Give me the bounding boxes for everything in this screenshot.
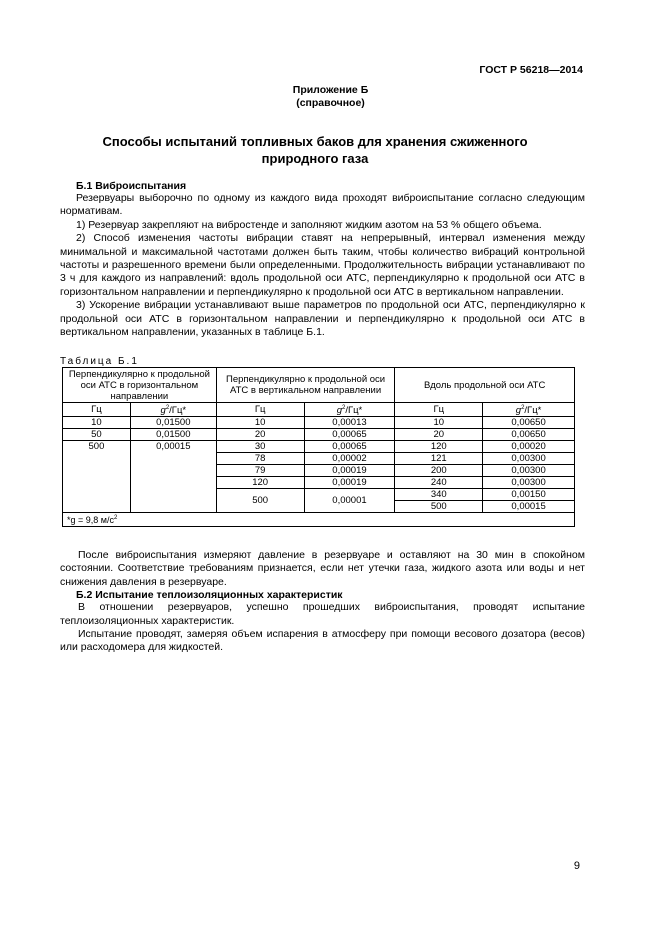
table-cell: 0,01500 (130, 417, 216, 429)
table-cell: 79 (216, 465, 304, 477)
table-note-row (63, 513, 575, 527)
table-cell: 121 (395, 453, 483, 465)
table-cell: 120 (395, 441, 483, 453)
table-cell: 0,00150 (483, 489, 575, 501)
table-cell: 500 (63, 441, 131, 513)
col-g-header: $g^2/Гц*$ (483, 403, 575, 417)
table-cell: 0,00013 (304, 417, 395, 429)
table-cell: 120 (216, 477, 304, 489)
col-hz-header: Гц (216, 403, 304, 417)
table-cell: 0,00650 (483, 417, 575, 429)
section-2-heading: Б.2 Испытание теплоизоляционных характеристик (76, 589, 343, 602)
appendix-heading (0, 84, 661, 110)
paragraph-section-2-1: В отношении резервуаров, успешно прошедших виброиспытания, проводят испытание теплоизоляционных характеристик. (60, 601, 585, 627)
paragraph-item-3: 3) Ускорение вибрации устанавливают выше параметров по продольной оси АТС, перпендикулярно к продольной оси АТС в горизонтальном направлении и перпендикулярно к продольной оси АТС в вертикальном направлении, указанных в таблице Б.1. (60, 299, 585, 339)
table-cell: 10 (395, 417, 483, 429)
table-cell: 500 (216, 489, 304, 513)
page-number: 9 (573, 860, 580, 872)
table-cell: 240 (395, 477, 483, 489)
col-g-header: $g^2/Гц*$ (304, 403, 395, 417)
table-row (63, 429, 575, 441)
table-cell: 30 (216, 441, 304, 453)
table-row (63, 417, 575, 429)
table-cell: 200 (395, 465, 483, 477)
table-cell: 0,01500 (130, 429, 216, 441)
paragraph-item-2: 2) Способ изменения частоты вибрации ставят на непрерывный, интервал изменения между минимальной и максимальной частотами должен быть таким, чтобы количество вибраций контрольной частоты и разрешенного времени были определенными. Продолжительность вибрации устанавливают по 3 ч для каждого из направлений: вдоль продольной оси АТС, перпендикулярно к продольной оси АТС в горизонтальном направлении и перпендикулярно к продольной оси АТС в вертикальном направлении. (60, 232, 585, 298)
paragraph-after-table: После виброиспытания измеряют давление в резервуаре и оставляют на 30 мин в спокойном состоянии. Соответствие требованиям признается, если нет утечки газа, жидкого азота или воды и нет снижения давления в резервуаре. (60, 549, 585, 588)
col-hz-header: Гц (63, 403, 131, 417)
paragraph-intro: Резервуары выборочно по одному из каждого вида проходят виброиспытание согласно следующим нормативам. (60, 192, 585, 218)
appendix-title (0, 133, 630, 167)
table-cell: 10 (216, 417, 304, 429)
appendix-kind: (справочное) (296, 97, 365, 109)
table-cell: 0,00065 (304, 429, 395, 441)
paragraph-section-2-2: Испытание проводят, замеряя объем испарения в атмосферу при помощи весового дозатора (весов) или расходомера для жидкостей. (60, 628, 585, 654)
table-cell: 50 (63, 429, 131, 441)
paragraph-item-1: 1) Резервуар закрепляют на вибростенде и заполняют жидким азотом на 53 % общего объема. (76, 218, 542, 231)
table-cell: 0,00065 (304, 441, 395, 453)
vibration-table (62, 367, 575, 527)
table-cell: 0,00300 (483, 477, 575, 489)
table-row (63, 441, 575, 453)
title-line-1: Способы испытаний топливных баков для хранения сжиженного (102, 134, 528, 149)
table-cell: 0,00020 (483, 441, 575, 453)
appendix-name: Приложение Б (292, 84, 369, 96)
table-note: *g = 9,8 $м/с^2$ (63, 513, 575, 527)
table-cell: 78 (216, 453, 304, 465)
section-1-heading: Б.1 Виброиспытания (76, 180, 187, 192)
table-cell: 0,00650 (483, 429, 575, 441)
table-cell: 0,00015 (130, 441, 216, 513)
table-cell: 0,00001 (304, 489, 395, 513)
table-caption: Таблица Б.1 (60, 356, 139, 367)
col-g-header: $g^2/Гц*$ (130, 403, 216, 417)
table-cell: 340 (395, 489, 483, 501)
table-unit-header-row (63, 403, 575, 417)
table-cell: 20 (216, 429, 304, 441)
group-header-vertical: Перпендикулярно к продольной оси АТС в вертикальном направлении (216, 368, 395, 403)
document-header: ГОСТ Р 56218—2014 (479, 64, 583, 76)
group-header-horizontal: Перпендикулярно к продольной оси АТС в горизонтальном направлении (63, 368, 217, 403)
col-hz-header: Гц (395, 403, 483, 417)
group-header-longitudinal: Вдоль продольной оси АТС (395, 368, 575, 403)
table-cell: 0,00019 (304, 465, 395, 477)
table-cell: 0,00300 (483, 465, 575, 477)
table-cell: 20 (395, 429, 483, 441)
table-cell: 0,00300 (483, 453, 575, 465)
table-cell: 0,00002 (304, 453, 395, 465)
table-cell: 0,00019 (304, 477, 395, 489)
table-group-header-row (63, 368, 575, 403)
section-after-table (60, 549, 585, 655)
table-cell: 10 (63, 417, 131, 429)
table-cell: 0,00015 (483, 501, 575, 513)
table-cell: 500 (395, 501, 483, 513)
title-line-2: природного газа (261, 151, 369, 166)
section-1 (60, 180, 585, 339)
